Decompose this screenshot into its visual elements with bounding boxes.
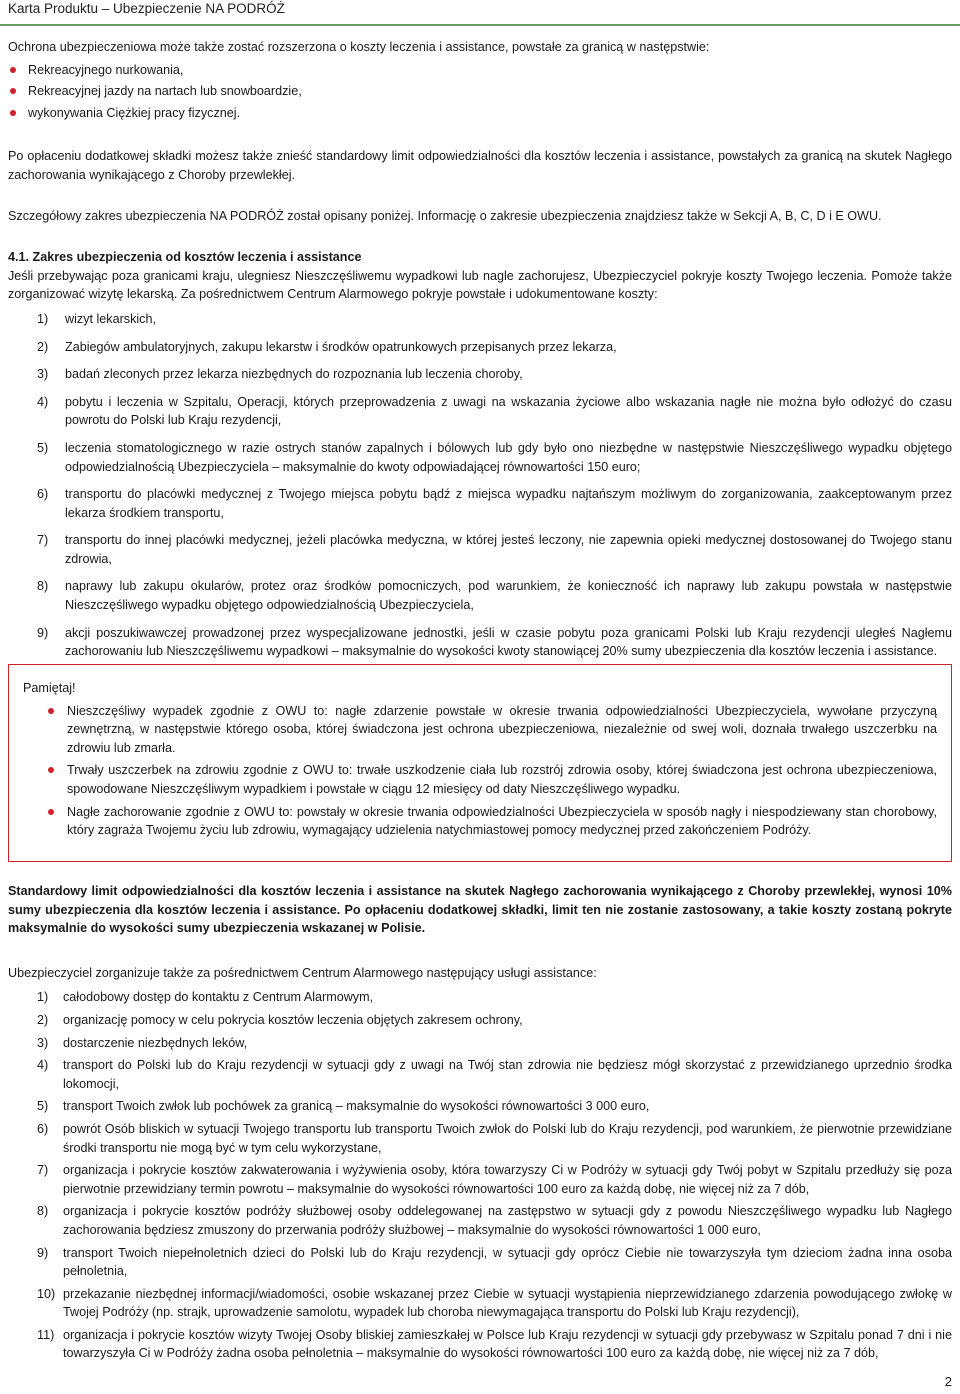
list-item: 4) transport do Polski lub do Kraju rezydencji w sytuacji gdy z uwagi na Twój stan zdrowia nie będziesz mógł skorzystać z przewidzianego uprzednio środka lokomocji,	[37, 1058, 952, 1091]
intro-lead: Ochrona ubezpieczeniowa może także zostać rozszerzona o koszty leczenia i assistance, powstałe za granicą w następstwie:	[8, 40, 710, 54]
bullet-icon	[48, 708, 54, 714]
section-4-1	[8, 248, 952, 661]
scope-paragraph: Szczegółowy zakres ubezpieczenia NA PODRÓŻ został opisany poniżej. Informację o zakresie ubezpieczenia znajdziesz także w Sekcji A, B, C, D i E OWU.	[8, 208, 882, 223]
page-header	[0, 0, 960, 22]
list-item: 4) pobytu i leczenia w Szpitalu, Operacji, których przeprowadzenia z uwagi na wskazania życiowe albo wskazania nagłe nie można było odłożyć do czasu powrotu do Polski lub Kraju rezydencji,	[37, 394, 952, 428]
callout-list	[23, 702, 937, 840]
main-content	[8, 38, 952, 661]
bullet-icon	[10, 88, 16, 94]
lower-content	[8, 882, 952, 1363]
list-item: 7) transportu do innej placówki medycznej, jeżeli placówka medyczna, w której jesteś leczony, nie zapewnia opieki medycznej dostosowanej do Twojego stanu zdrowia,	[37, 533, 952, 566]
list-item: Trwały uszczerbek na zdrowiu zgodnie z OWU to: trwałe uszkodzenie ciała lub rozstrój zdrowia osoby, której świadczona jest ochrona ubezpieczeniowa, spowodowane Nieszczęśliwym wypadkiem i powstałe w ciągu 12 miesięcy od daty Nieszczęśliwego wypadku.	[23, 761, 937, 798]
bullet-icon	[10, 67, 16, 73]
list-item: Rekreacyjnego nurkowania,	[8, 61, 952, 80]
list-item: Nagłe zachorowanie zgodnie z OWU to: powstały w okresie trwania odpowiedzialności Ubezpieczyciela w sposób nagły i niespodziewany stan chorobowy, który zagraża Twojemu życiu lub zdrowiu, wymagający udzielenia natychmiastowej pomocy medycznej przed zakończeniem Podróży.	[23, 803, 937, 840]
page-number: 2	[944, 1374, 952, 1390]
list-item: 10) przekazanie niezbędnej informacji/wiadomości, osobie wskazanej przez Ciebie w sytuacji wystąpienia nieprzewidzianego zdarzenia powodującego zwłokę w Twojej Podróży (np. strajk, uprowadzenie samolotu, wypadek lub choroba niewymagająca transportu do Polski lub Kraju rezydencji),	[37, 1286, 952, 1320]
list-item: wykonywania Ciężkiej pracy fizycznej.	[8, 104, 952, 123]
list-item: 3) badań zleconych przez lekarza niezbędnych do rozpoznania lub leczenia choroby,	[37, 367, 523, 382]
remember-callout	[8, 664, 952, 862]
list-item: 9) akcji poszukiwawczej prowadzonej przez wyspecjalizowane jednostki, jeśli w czasie pobytu poza granicami Polski lub Kraju rezydencji uległeś Nagłemu zachorowaniu lub Nieszczęśliwemu wypadkowi – maksymalnie do wysokości kwoty stanowiącej 20% sumy ubezpieczenia dla kosztów leczenia i assistance.	[37, 625, 952, 659]
list-item: 1) całodobowy dostęp do kontaktu z Centrum Alarmowym,	[37, 990, 374, 1005]
list-item: 5) transport Twoich zwłok lub pochówek za granicą – maksymalnie do wysokości równowartości 3 000 euro,	[37, 1099, 650, 1114]
list-item: 2) organizację pomocy w celu pokrycia kosztów leczenia objętych zakresem ochrony,	[37, 1012, 523, 1027]
list-item: 6) powrót Osób bliskich w sytuacji Twojego transportu lub transportu Twoich zwłok do Polski lub do Kraju rezydencji, pod warunkiem, że pierwotnie przewidziane środki transportu nie mogą być w tym celu wykorzystane,	[37, 1121, 952, 1155]
list-item: 3) dostarczenie niezbędnych leków,	[37, 1035, 248, 1050]
document-title: Karta Produktu – Ubezpieczenie NA PODRÓŻ	[8, 1, 285, 16]
section-title: 4.1. Zakres ubezpieczenia od kosztów leczenia i assistance	[8, 250, 362, 265]
costs-list	[8, 310, 952, 661]
list-item: 9) transport Twoich niepełnoletnich dzieci do Polski lub do Kraju rezydencji, w sytuacji gdy oprócz Ciebie nie towarzyszyła tym dzieciom żadna inna osoba pełnoletnia,	[37, 1245, 952, 1279]
bullet-icon	[48, 809, 54, 815]
bullet-icon	[48, 767, 54, 773]
list-item: 7) organizacja i pokrycie kosztów zakwaterowania i wyżywienia osoby, która towarzyszy Ci w Podróży w sytuacji gdy Twój pobyt w Szpitalu przedłuży się poza pierwotnie przewidziany termin powrotu – maksymalnie do wysokości równowartości 100 euro za każdą dobę, nie więcej niż za 7 dób,	[37, 1163, 952, 1196]
intro-list	[8, 61, 952, 123]
assistance-list	[8, 988, 952, 1363]
list-item: 6) transportu do placówki medycznej z Twojego miejsca pobytu bądź z miejsca wypadku najtańszym możliwym do zorganizowania, zaakceptowanym przez lekarza środkiem transportu,	[37, 487, 952, 520]
bullet-icon	[10, 110, 16, 116]
section-body: Jeśli przebywając poza granicami kraju, ulegniesz Nieszczęśliwemu wypadkowi lub nagle zachorujesz, Ubezpieczyciel pokryje koszty Twojego leczenia. Pomoże także zorganizować wizytę lekarską. Za pośrednictwem Centrum Alarmowego pokryje powstałe i udokumentowane koszty:	[8, 268, 952, 302]
list-item: 1) wizyt lekarskich,	[37, 311, 156, 326]
assistance-lead: Ubezpieczyciel zorganizuje także za pośrednictwem Centrum Alarmowego następujący usługi assistance:	[8, 965, 597, 980]
list-item: Rekreacyjnej jazdy na nartach lub snowboardzie,	[8, 82, 952, 101]
list-item: Nieszczęśliwy wypadek zgodnie z OWU to: nagłe zdarzenie powstałe w okresie trwania odpowiedzialności Ubezpieczyciela, wywołane przyczyną zewnętrzną, w następstwie którego osoba, której świadczona jest ochrona ubezpieczeniowa, niezależnie od swej woli, doznała trwałego uszczerbku na zdrowiu lub zmarła.	[23, 702, 937, 758]
callout-title: Pamiętaj!	[23, 681, 76, 695]
list-item: 5) leczenia stomatologicznego w razie ostrych stanów zapalnych i bólowych lub gdy było ono niezbędne w następstwie Nieszczęśliwego wypadku objętego odpowiedzialnością Ubezpieczyciela – maksymalnie do kwoty odpowiadającej równowartości 150 euro;	[37, 440, 952, 474]
list-item: 2) Zabiegów ambulatoryjnych, zakupu lekarstw i środków opatrunkowych przepisanych przez lekarza,	[37, 339, 617, 354]
list-item: 8) naprawy lub zakupu okularów, protez oraz środków pomocniczych, pod warunkiem, że konieczność ich naprawy lub zakupu powstała w następstwie Nieszczęśliwego wypadku objętego odpowiedzialnością Ubezpieczyciela,	[37, 579, 952, 613]
list-item: 8) organizacja i pokrycie kosztów podróży służbowej osoby oddelegowanej na zastępstwo w sytuacji gdy z powodu Nieszczęśliwego wypadku lub Nagłego zachorowania będziesz zmuszony do przerwania podróży służbowej – maksymalnie do wysokości równowartości 1 000 euro,	[37, 1204, 952, 1237]
limit-paragraph: Po opłaceniu dodatkowej składki możesz także znieść standardowy limit odpowiedzialności dla kosztów leczenia i assistance, powstałych za granicą na skutek Nagłego zachorowania wynikającego z Choroby przewlekłej.	[8, 149, 952, 182]
standard-limit-paragraph: Standardowy limit odpowiedzialności dla kosztów leczenia i assistance na skutek Nagłego zachorowania wynikającego z Choroby przewlekłej, wynosi 10% sumy ubezpieczenia dla kosztów leczenia i assistance. Po opłaceniu dodatkowej składki, limit ten nie zostanie zastosowany, a takie koszty zostaną pokryte maksymalnie do wysokości sumy ubezpieczenia wskazanej w Polisie.	[8, 884, 952, 936]
header-divider	[0, 24, 960, 26]
list-item: 11) organizacja i pokrycie kosztów wizyty Twojej Osoby bliskiej zamieszkałej w Polsce lub Kraju rezydencji w sytuacji gdy przebywasz w Szpitalu ponad 7 dni i nie towarzyszyła Ci w Podróży żadna osoba pełnoletnia – maksymalnie do wysokości równowartości 100 euro za każdą dobę, nie więcej niż za 7 dób,	[37, 1327, 952, 1361]
